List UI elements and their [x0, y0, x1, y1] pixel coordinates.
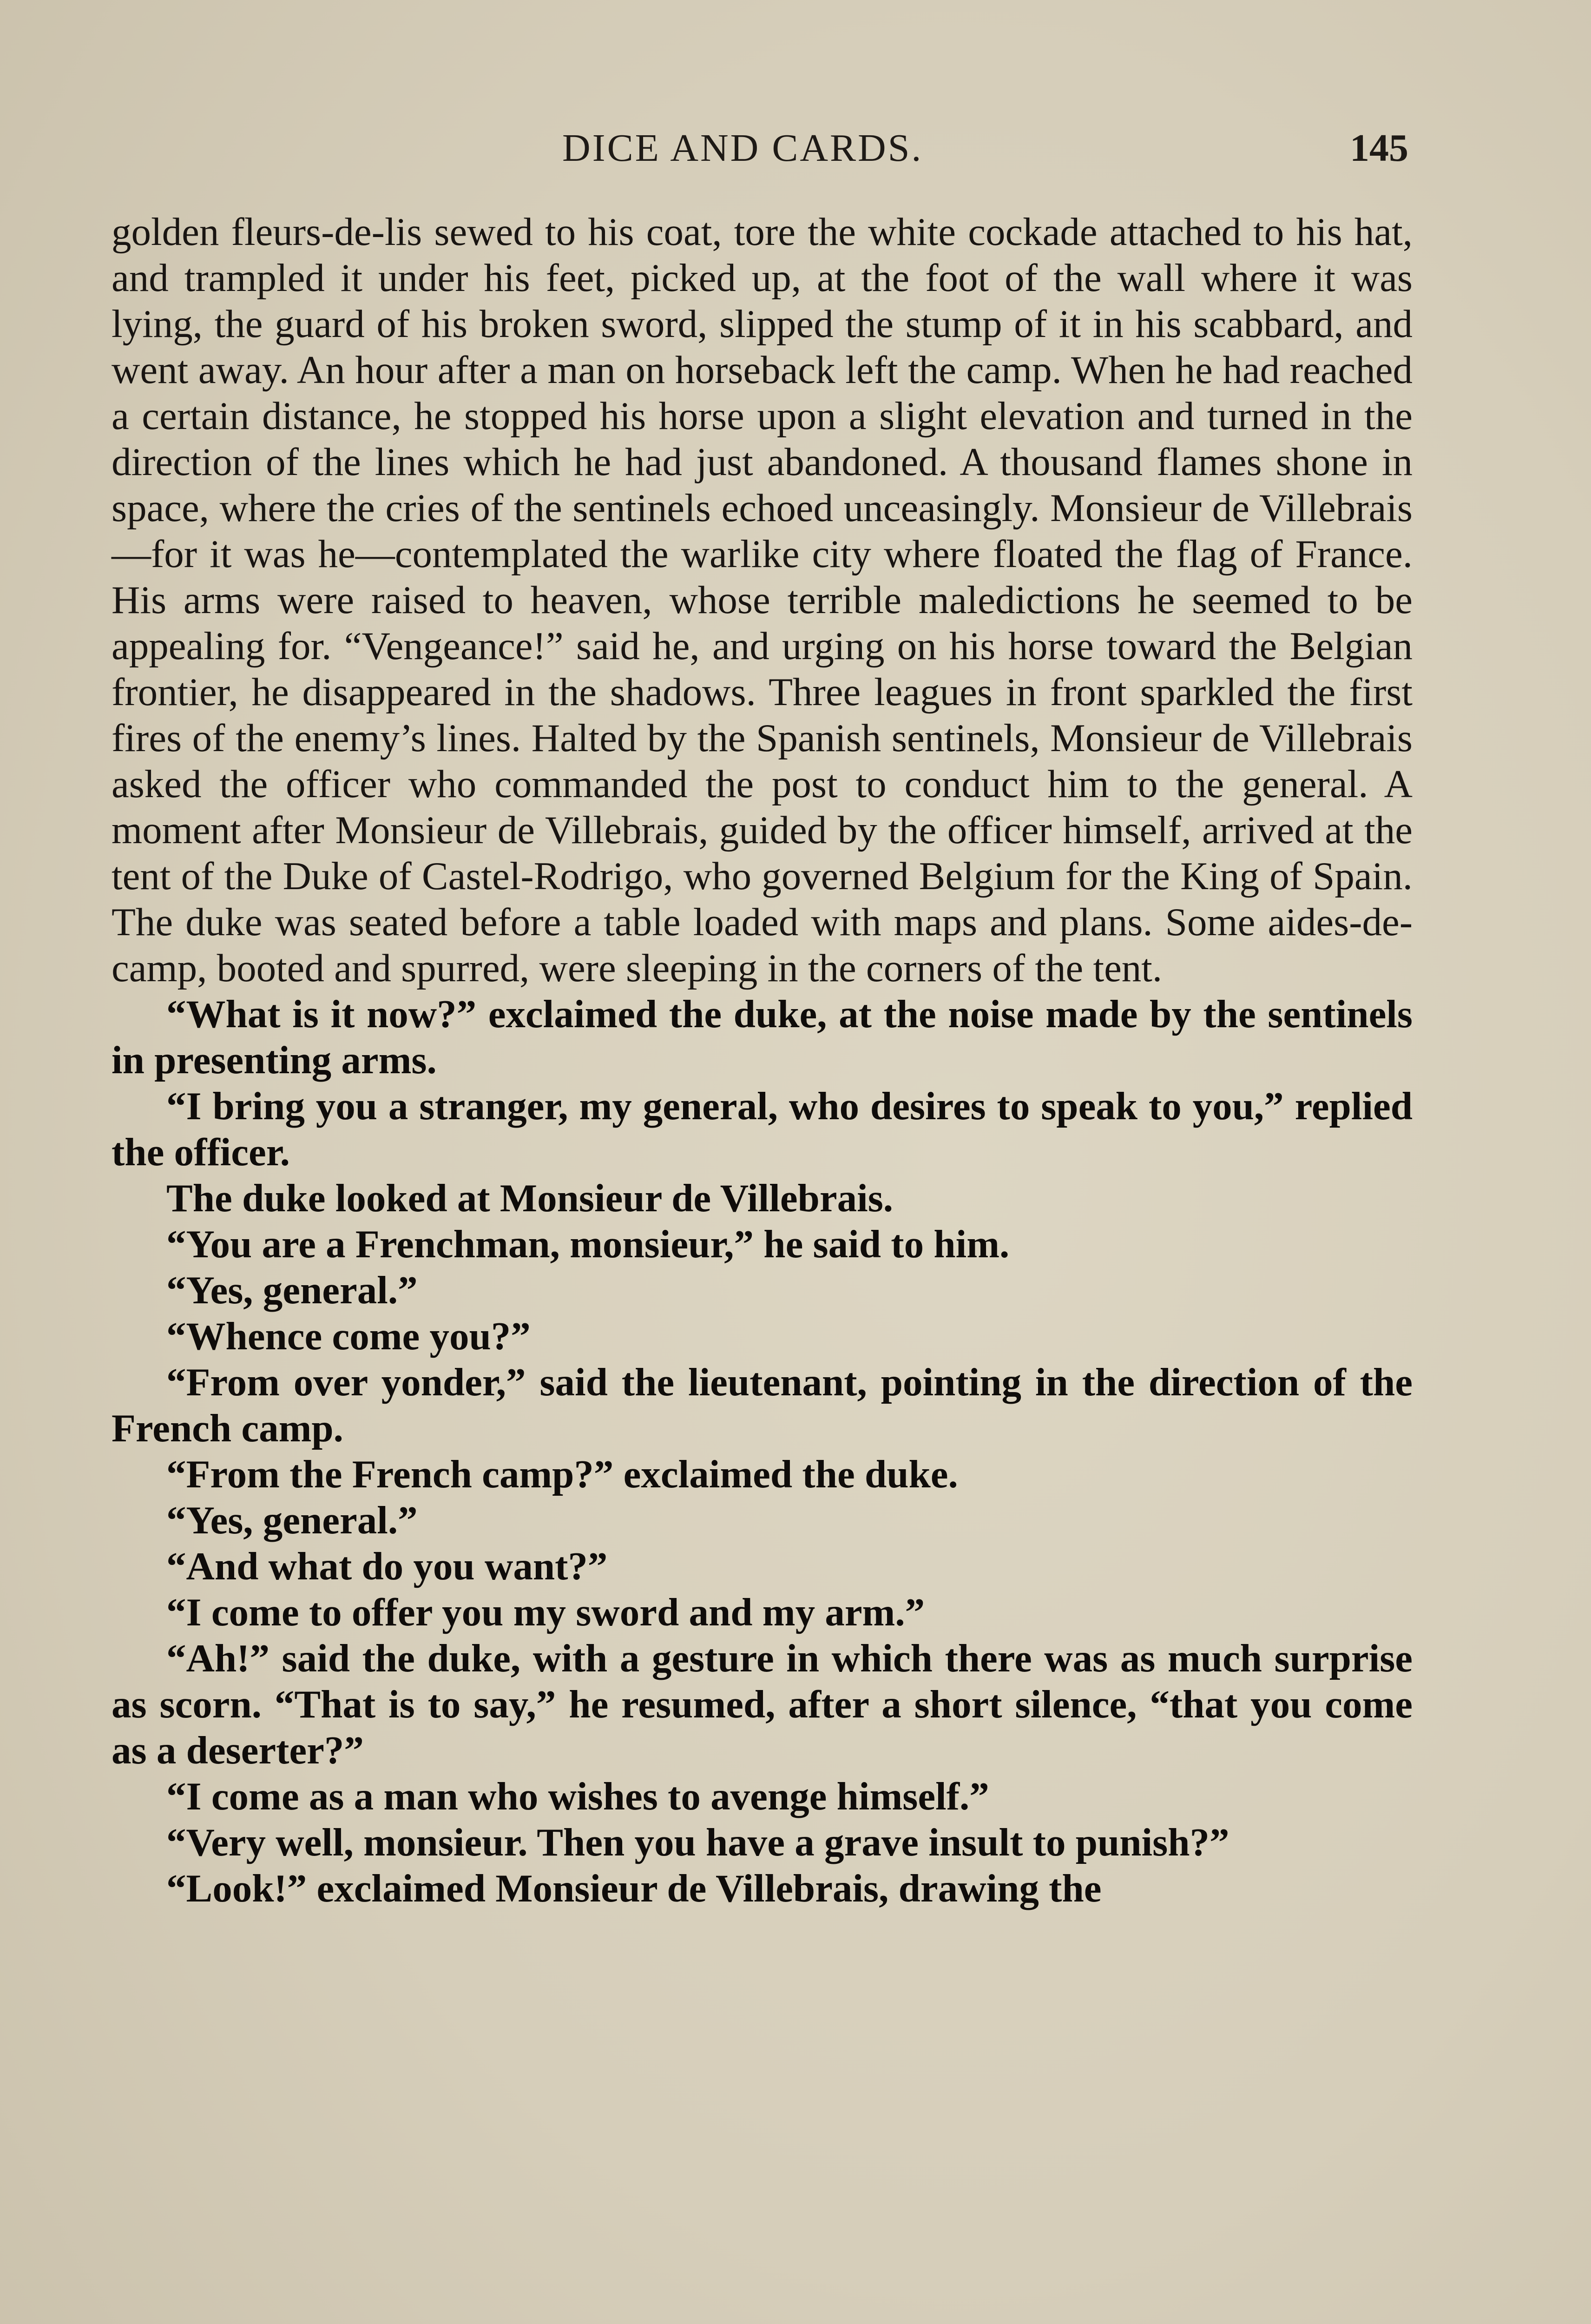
paragraph: The duke looked at Monsieur de Villebrais.: [166, 1176, 894, 1220]
paragraph: “From over yonder,” said the lieutenant, pointing in the direction of the French camp.: [112, 1360, 1413, 1450]
paragraph: “Very well, monsieur. Then you have a grave insult to punish?”: [166, 1821, 1229, 1864]
paragraph: “And what do you want?”: [166, 1545, 608, 1588]
paragraph: “Look!” exclaimed Monsieur de Villebrais, drawing the: [166, 1867, 1102, 1910]
paragraph: “I bring you a stranger, my general, who desires to speak to you,” replied the officer.: [112, 1084, 1413, 1174]
paragraph: “I come as a man who wishes to avenge himself.”: [166, 1775, 989, 1818]
paragraph: “I come to offer you my sword and my arm.”: [166, 1591, 925, 1634]
paragraph: “Ah!” said the duke, with a gesture in which there was as much surprise as scorn. “That is to say,” he resumed, after a short silence, “that you come as a deserter?”: [112, 1637, 1413, 1772]
page-header: [0, 116, 1591, 177]
paragraph: “You are a Frenchman, monsieur,” he said to him.: [166, 1222, 1010, 1266]
paragraph: “Yes, general.”: [166, 1499, 418, 1542]
page-number: 145: [1350, 126, 1408, 170]
paragraph: “From the French camp?” exclaimed the duke.: [166, 1452, 958, 1496]
running-head: DICE AND CARDS.: [562, 126, 923, 170]
paragraph: “What is it now?” exclaimed the duke, at the noise made by the sentinels in presenting arms.: [112, 992, 1413, 1082]
paragraph: golden fleurs-de-lis sewed to his coat, tore the white cockade attached to his hat, and trampled it under his feet, picked up, at the foot of the wall where it was lying, the guard of his broken sword, slipped the stump of it in his scabbard, and went away. An hour after a man on horseback left the camp. When he had reached a certain distance, he stopped his horse upon a slight elevation and turned in the direction of the lines which he had just abandoned. A thousand flames shone in space, where the cries of the sentinels echoed unceasingly. Monsieur de Villebrais—for it was he—contemplated the warlike city where floated the flag of France. His arms were raised to heaven, whose terrible maledictions he seemed to be appealing for. “Vengeance!” said he, and urging on his horse toward the Belgian frontier, he disappeared in the shadows. Three leagues in front sparkled the first fires of the enemy’s lines. Halted by the Spanish sentinels, Monsieur de Villebrais asked the officer who commanded the post to conduct him to the general. A moment after Monsieur de Villebrais, guided by the officer himself, arrived at the tent of the Duke of Castel-Rodrigo, who governed Belgium for the King of Spain. The duke was seated before a table loaded with maps and plans. Some aides-de-camp, booted and spurred, were sleeping in the corners of the tent.: [112, 210, 1413, 990]
paragraph: “Whence come you?”: [166, 1314, 531, 1358]
body-text: [112, 209, 1413, 1912]
paragraph: “Yes, general.”: [166, 1268, 418, 1312]
